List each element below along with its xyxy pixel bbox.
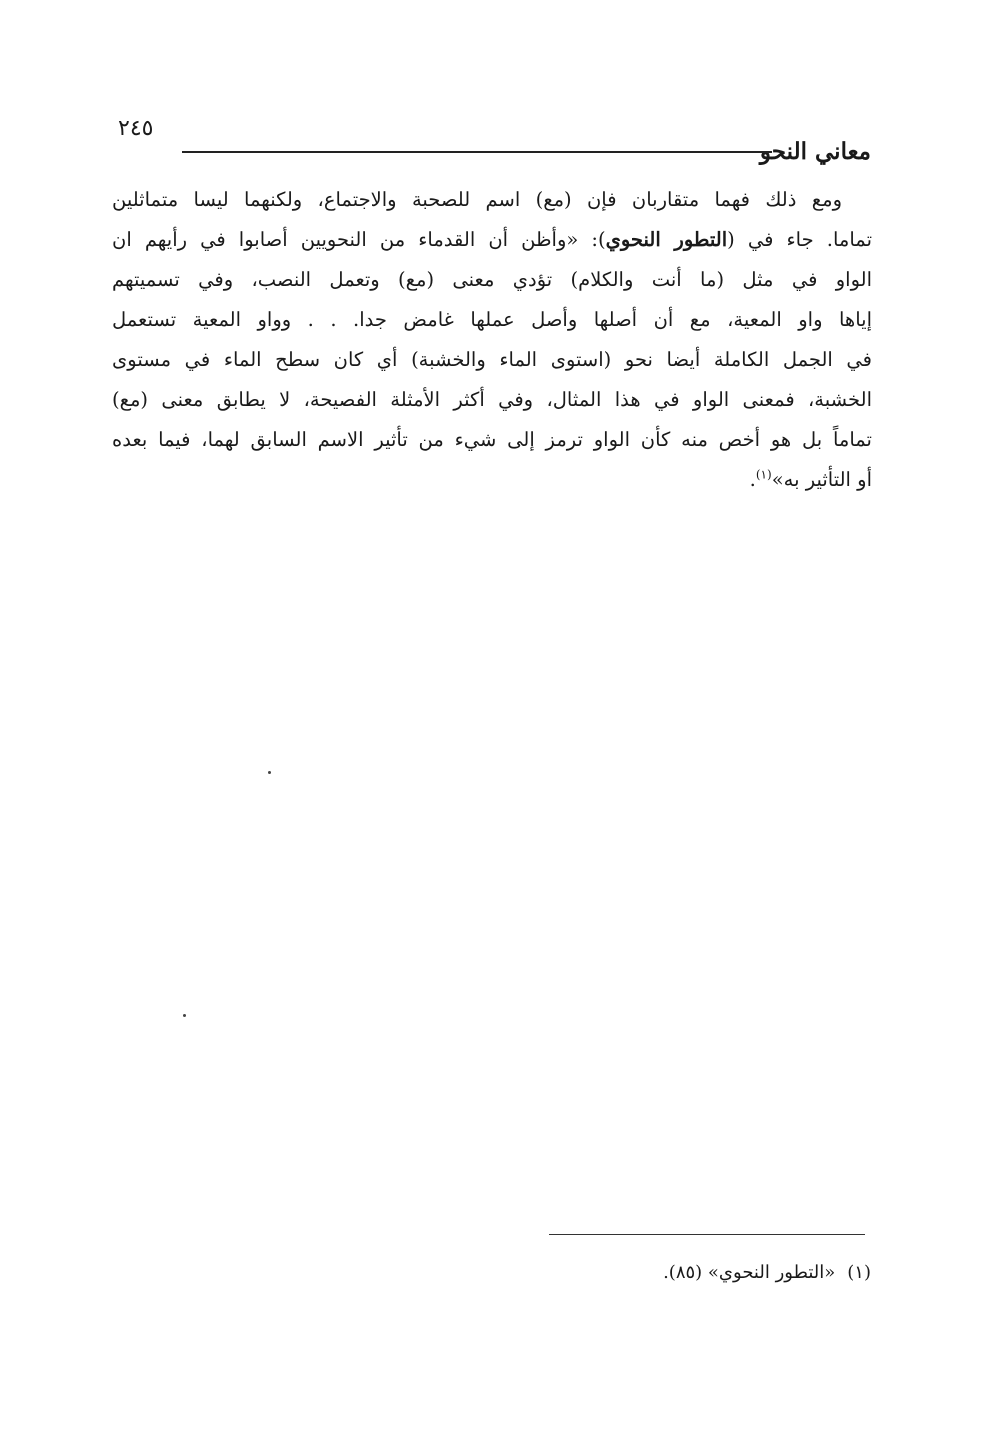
footnote-text: «التطور النحوي» (٨٥). (663, 1262, 836, 1283)
running-header-title: معاني النحو (759, 138, 871, 165)
text-line: تماماً بل هو أخص منه كأن الواو ترمز إلى شيء من تأثير الاسم السابق لهما، فيما بعده (112, 428, 872, 451)
text-line: في الجمل الكاملة أيضا نحو (استوى الماء والخشبة) أي كان سطح الماء في مستوى (112, 348, 872, 371)
text-segment: . (749, 468, 756, 491)
text-line (112, 460, 872, 500)
text-segment: ): «وأظن أن القدماء من النحويين أصابوا في رأيهم ان (112, 228, 606, 251)
scan-speck (268, 771, 271, 774)
main-text (112, 180, 872, 500)
footnote (663, 1262, 871, 1283)
footnote-number: (١) (847, 1262, 871, 1283)
scan-speck (183, 1014, 186, 1017)
text-line: الخشبة، فمعنى الواو في هذا المثال، وفي أكثر الأمثلة الفصيحة، لا يطابق معنى (مع) (112, 388, 872, 411)
footnote-separator (549, 1234, 865, 1235)
text-line: الواو في مثل (ما أنت والكلام) تؤدي معنى (مع) وتعمل النصب، وفي تسميتهم (112, 268, 872, 291)
header-rule (182, 151, 772, 153)
text-segment: تماما. جاء في ( (727, 228, 872, 251)
page-number: ٢٤٥ (118, 116, 154, 141)
text-line (112, 220, 872, 260)
book-title-bold: التطور النحوي (605, 228, 728, 251)
text-segment: أو التأثير به» (771, 468, 872, 491)
text-line: إياها واو المعية، مع أن أصلها وأصل عملها غامض جدا. . . وواو المعية تستعمل (112, 308, 872, 331)
text-line: ومع ذلك فهما متقاربان فإن (مع) اسم للصحبة والاجتماع، ولكنهما ليسا متماثلين (112, 188, 842, 211)
footnote-reference: (١) (755, 467, 772, 482)
